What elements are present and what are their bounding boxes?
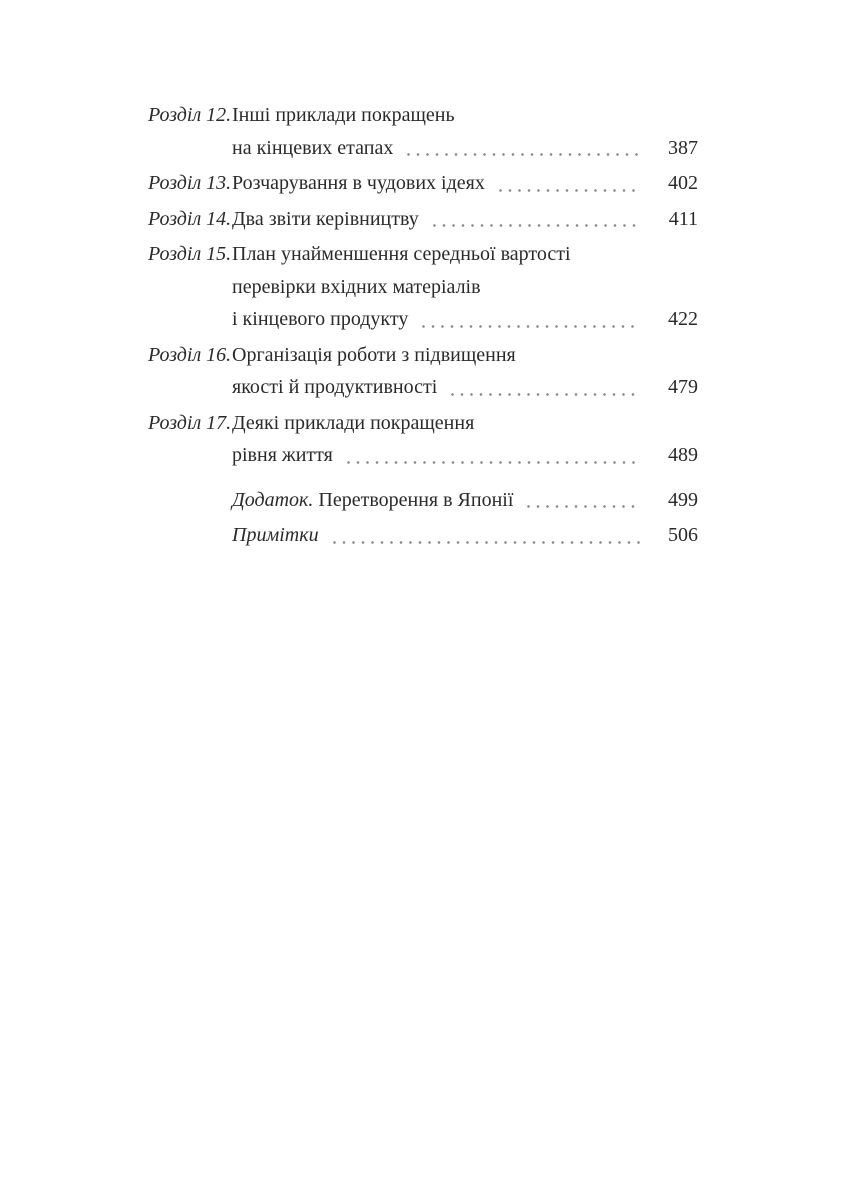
chapter-entries <box>148 99 698 472</box>
toc-entry <box>148 167 698 200</box>
back-matter-text <box>232 519 319 552</box>
chapter-title-text: Розчарування в чудових ідеях <box>232 172 485 194</box>
chapter-title-line <box>232 238 698 271</box>
back-matter-italic-label: Примітки <box>232 524 319 546</box>
dot-leader <box>333 541 640 544</box>
back-matter-title: Перетворення в Японії <box>313 488 514 511</box>
page-number: 489 <box>668 444 698 466</box>
chapter-title-line <box>232 99 698 132</box>
chapter-title-text: рівня життя <box>232 444 333 466</box>
chapter-label: Розділ 13. <box>148 172 232 194</box>
chapter-content <box>232 203 698 236</box>
chapter-title-line <box>232 271 698 304</box>
page-number: 479 <box>668 376 698 398</box>
dot-leader <box>433 224 640 227</box>
label-spacer <box>148 519 232 552</box>
chapter-title-line <box>232 303 698 336</box>
page-number: 402 <box>668 172 698 194</box>
toc-entry <box>148 203 698 236</box>
chapter-title-line <box>232 167 698 200</box>
chapter-title-line <box>232 407 698 440</box>
chapter-content <box>232 238 698 336</box>
chapter-title-text: якості й продуктивності <box>232 376 438 398</box>
back-matter-entry <box>148 519 698 552</box>
back-matter-entries <box>148 484 698 552</box>
dot-leader <box>527 505 640 508</box>
back-matter-entry <box>148 484 698 517</box>
toc-entry <box>148 99 698 164</box>
page-number: 411 <box>668 207 698 230</box>
chapter-content <box>232 167 698 200</box>
chapter-content <box>232 407 698 472</box>
page-number: 499 <box>668 488 698 511</box>
chapter-title-text: Інші приклади покращень <box>232 104 455 126</box>
toc-entry <box>148 238 698 336</box>
page-number: 387 <box>668 136 698 159</box>
chapter-label: Розділ 15. <box>148 243 232 265</box>
chapter-label: Розділ 16. <box>148 343 232 366</box>
chapter-content <box>232 99 698 164</box>
chapter-title-text: Два звіти керівництву <box>232 207 419 230</box>
dot-leader <box>407 153 640 156</box>
chapter-title-text: План унайменшення середньої вартості <box>232 243 571 265</box>
chapter-title-text: перевірки вхідних матеріалів <box>232 275 481 298</box>
page-number: 422 <box>668 308 698 330</box>
back-matter-text <box>232 484 513 517</box>
chapter-title-line <box>232 203 698 236</box>
chapter-title-text: Організація роботи з підвищення <box>232 343 516 366</box>
back-matter-line <box>232 519 698 552</box>
chapter-title-line <box>232 339 698 372</box>
chapter-title-text: Деякі приклади покращення <box>232 411 475 434</box>
chapter-content <box>232 339 698 404</box>
back-matter-italic-label: Додаток. <box>232 488 314 511</box>
chapter-title-text: на кінцевих етапах <box>232 136 394 159</box>
dot-leader <box>499 189 640 192</box>
back-matter-line <box>232 484 698 517</box>
page-number: 506 <box>668 524 698 546</box>
back-matter-content <box>232 519 698 552</box>
chapter-title-text: і кінцевого продукту <box>232 308 409 330</box>
label-spacer <box>148 484 232 517</box>
back-matter-content <box>232 484 698 517</box>
chapter-title-line <box>232 371 698 404</box>
toc-entry <box>148 407 698 472</box>
chapter-label: Розділ 17. <box>148 411 232 434</box>
chapter-title-line <box>232 132 698 165</box>
dot-leader <box>451 393 640 396</box>
table-of-contents <box>148 99 698 555</box>
toc-entry <box>148 339 698 404</box>
chapter-label: Розділ 12. <box>148 104 232 126</box>
chapter-title-line <box>232 439 698 472</box>
dot-leader <box>347 461 640 464</box>
dot-leader <box>422 325 640 328</box>
chapter-label: Розділ 14. <box>148 207 232 230</box>
